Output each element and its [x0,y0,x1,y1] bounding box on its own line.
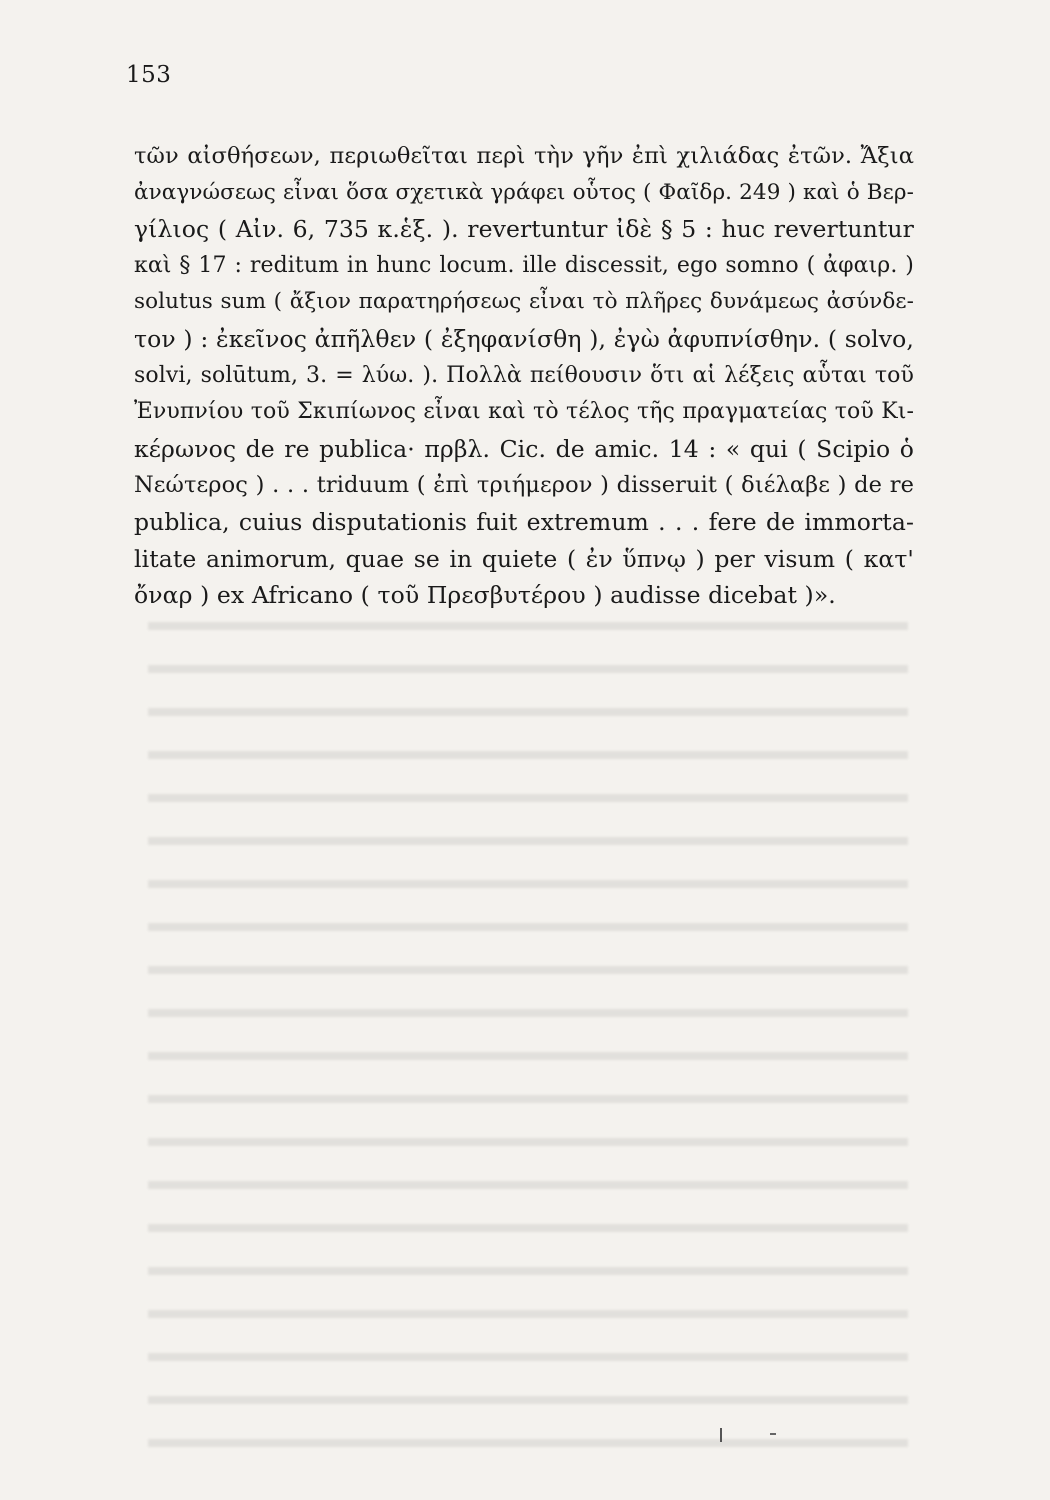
text-line: ὄναρ ) ex Africano ( τοῦ Πρεσβυτέρου ) audisse dicebat )». [134,581,836,610]
text-line: Νεώτερος ) . . . triduum ( ἐπὶ τριήμερον ) disseruit ( διέλαβε ) de re [134,472,914,499]
stray-mark [770,1433,776,1435]
page-number: 153 [126,62,172,88]
bleed-through-texture [148,600,908,1480]
text-line: ἀναγνώσεως εἶναι ὅσα σχετικὰ γράφει οὗτος ( Φαῖδρ. 249 ) καὶ ὁ Βερ- [134,179,914,205]
text-line: solvi, solūtum, 3. = λύω. ). Πολλὰ πείθουσιν ὅτι αἱ λέξεις αὗται τοῦ [134,362,914,388]
text-line: γίλιος ( Αἰν. 6, 735 κ.ἑξ. ). revertuntur ἰδὲ § 5 : huc revertuntur [134,215,914,244]
text-line: κέρωνος de re publica· πρβλ. Cic. de amic. 14 : « qui ( Scipio ὁ [134,434,914,463]
text-line: τον ) : ἐκεῖνος ἀπῆλθεν ( ἐξηφανίσθη ), ἐγὼ ἀφυπνίσθην. ( solvo, [134,324,914,353]
body-text [134,138,914,614]
text-line: τῶν αἰσθήσεων, περιωθεῖται περὶ τὴν γῆν ἐπὶ χιλιάδας ἐτῶν. Ἄξια [134,143,914,169]
text-line: καὶ § 17 : reditum in hunc locum. ille discessit, ego somno ( ἀφαιρ. ) [134,252,914,278]
stray-mark [720,1428,722,1442]
text-line: solutus sum ( ἄξιον παρατηρήσεως εἶναι τὸ πλῆρες δυνάμεως ἀσύνδε- [134,289,914,315]
text-line: litate animorum, quae se in quiete ( ἐν ὕπνῳ ) per visum ( κατ' [134,544,914,573]
text-line: Ἐνυπνίου τοῦ Σκιπίωνος εἶναι καὶ τὸ τέλος τῆς πραγματείας τοῦ Κι- [134,399,914,425]
text-line: publica, cuius disputationis fuit extremum . . . fere de immorta- [134,507,914,536]
